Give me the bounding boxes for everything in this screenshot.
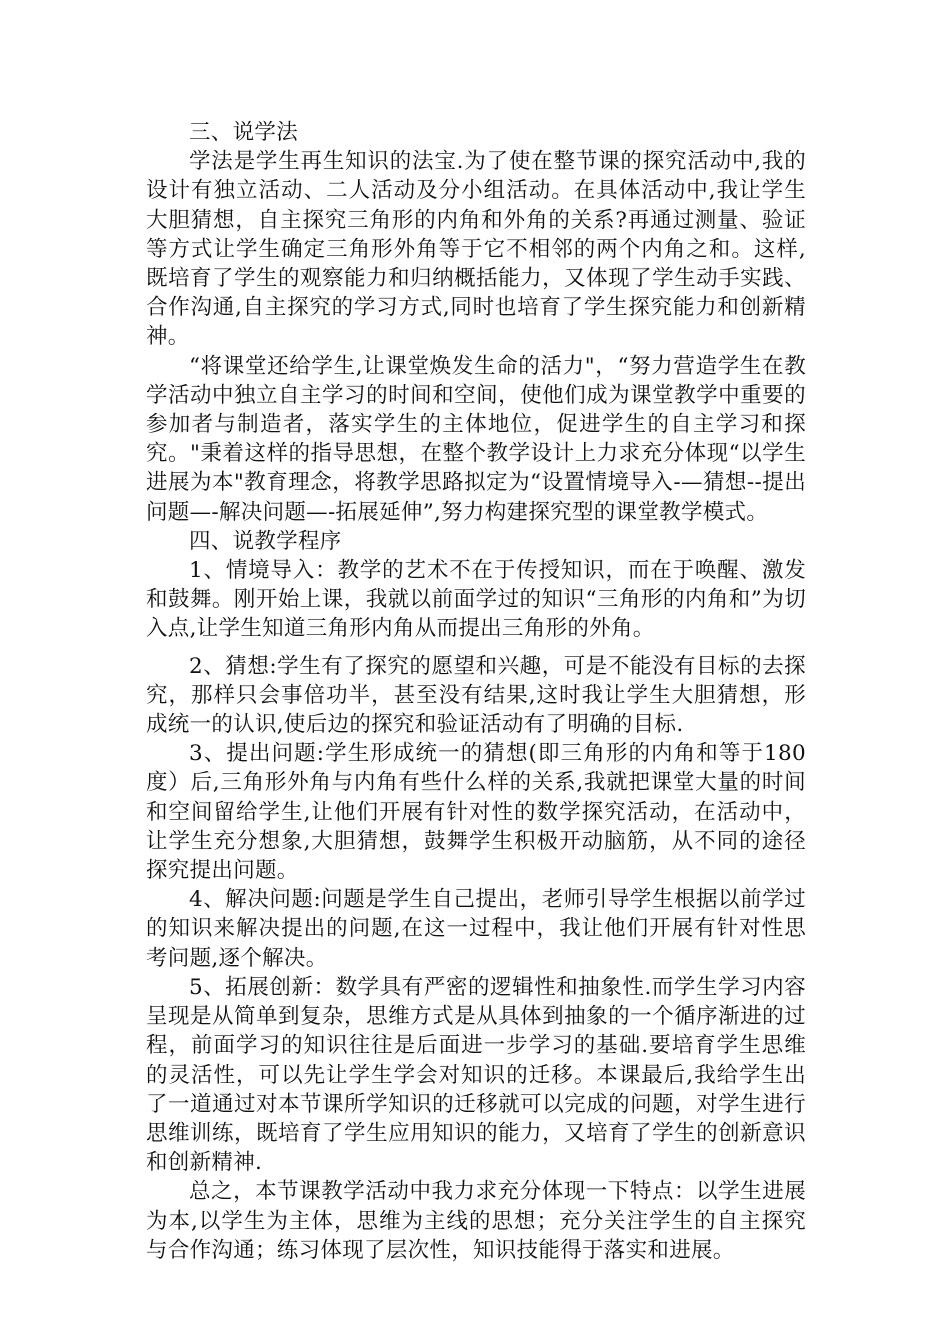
paragraph-step-guess: 2、猜想:学生有了探究的愿望和兴趣，可是不能没有目标的去探究，那样只会事倍功半，甚至没有结果,这时我让学生大胆猜想，形成统一的认识,使后边的探究和验证活动有了明确的目标. [146,653,806,738]
paragraph-step-situation-intro: 1、情境导入：教学的艺术不在于传授知识，而在于唤醒、激发和鼓舞。刚开始上课，我就以前面学过的知识“三角形的内角和”为切入点,让学生知道三角形内角从而提出三角形的外角。 [146,558,806,642]
paragraph-teaching-philosophy: “将课堂还给学生,让课堂焕发生命的活力"，“努力营造学生在教学活动中独立自主学习的时间和空间，使他们成为课堂教学中重要的参加者与制造者，落实学生的主体地位，促进学生的自主学习和探究。"秉着这样的指导思想，在整个教学设计上力求充分体现“以学生进展为本"教育理念，将教学思路拟定为“设置情境导入-—猜想--提出问题—-解决问题—-拓展延伸”,努力构建探究型的课堂教学模式。 [146,353,806,525]
section-heading-learning-methods: 三、说学法 [189,120,299,145]
paragraph-step-raise-questions: 3、提出问题:学生形成统一的猜想(即三角形的内角和等于180度）后,三角形外角与内角有些什么样的关系,我就把课堂大量的时间和空间留给学生,让他们开展有针对性的数学探究活动，在活动中，让学生充分想象,大胆猜想，鼓舞学生积极开动脑筋，从不同的途径探究提出问题。 [146,741,806,884]
section-heading-teaching-procedure: 四、说教学程序 [189,528,342,554]
paragraph-step-solve-problems: 4、解决问题:问题是学生自己提出，老师引导学生根据以前学过的知识来解决提出的问题,在这一过程中，我让他们开展有针对性思考问题,逐个解决。 [146,887,806,971]
paragraph-summary: 总之，本节课教学活动中我力求充分体现一下特点：以学生进展为本,以学生为主体，思维为主线的思想；充分关注学生的自主探究与合作沟通；练习体现了层次性，知识技能得于落实和进展。 [146,1179,806,1263]
document-body [146,118,806,1265]
paragraph-learning-methods: 学法是学生再生知识的法宝.为了使在整节课的探究活动中,我的设计有独立活动、二人活动及分小组活动。在具体活动中,我让学生大胆猜想，自主探究三角形的内角和外角的关系?再通过测量、验证等方式让学生确定三角形外角等于它不相邻的两个内角之和。这样,既培育了学生的观察能力和归纳概括能力，又体现了学生动手实践、合作沟通,自主探究的学习方式,同时也培育了学生探究能力和创新精神。 [146,149,806,350]
paragraph-step-extension-innovation: 5、拓展创新：数学具有严密的逻辑性和抽象性.而学生学习内容呈现是从简单到复杂，思维方式是从具体到抽象的一个循序渐进的过程，前面学习的知识往往是后面进一步学习的基础.要培育学生思维的灵活性，可以先让学生学会对知识的迁移。本课最后,我给学生出了一道通过对本节课所学知识的迁移就可以完成的问题，对学生进行思维训练，既培育了学生应用知识的能力，又培育了学生的创新意识和创新精神. [146,974,806,1176]
